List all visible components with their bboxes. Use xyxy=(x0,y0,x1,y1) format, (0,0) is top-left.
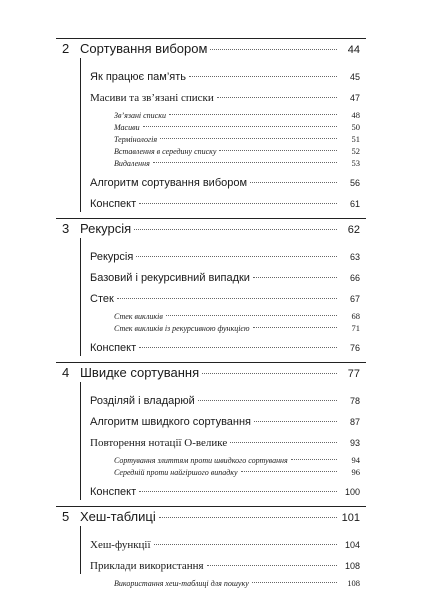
page-number: 45 xyxy=(349,72,360,82)
page-number: 68 xyxy=(351,311,360,321)
chapter-rule xyxy=(56,362,366,363)
dot-leader xyxy=(134,229,337,230)
chapter-rule xyxy=(56,506,366,507)
section-entry-title: Конспект xyxy=(90,342,137,354)
section-entry xyxy=(90,272,360,284)
dot-leader xyxy=(159,517,337,518)
dot-leader xyxy=(217,97,337,98)
page-number: 67 xyxy=(349,294,360,304)
section-entry-title: Конспект xyxy=(90,486,137,498)
subsection-entry-title: Сортування злиттям проти швидкого сортування xyxy=(114,456,288,465)
dot-leader xyxy=(219,150,337,151)
dot-leader xyxy=(254,421,337,422)
section-bracket xyxy=(80,526,81,574)
section-entry xyxy=(90,198,360,210)
section-entry-title: Базовий і рекурсивний випадки xyxy=(90,272,250,284)
section-entry xyxy=(90,416,360,428)
dot-leader xyxy=(241,471,337,472)
subsection-entry-title: Зв’язані списки xyxy=(114,111,166,120)
dot-leader xyxy=(139,347,337,348)
subsection-entry xyxy=(114,467,360,477)
page-number: 94 xyxy=(351,455,360,465)
section-entry xyxy=(90,395,360,407)
dot-leader xyxy=(166,315,337,316)
subsection-entry-title: Термінологія xyxy=(114,135,158,144)
dot-leader xyxy=(154,544,337,545)
section-entry-title: Алгоритм сортування вибором xyxy=(90,177,248,189)
dot-leader xyxy=(117,298,337,299)
subsection-entry xyxy=(114,578,360,588)
dot-leader xyxy=(253,277,337,278)
chapter-rule xyxy=(56,38,366,39)
section-entry-title: Конспект xyxy=(90,198,137,210)
section-entry xyxy=(90,342,360,354)
page-number: 52 xyxy=(351,146,360,156)
section-entry-title: Як працює пам’ять xyxy=(90,71,187,83)
dot-leader xyxy=(198,400,337,401)
page-number: 78 xyxy=(349,396,360,406)
dot-leader xyxy=(153,162,337,163)
page-number: 50 xyxy=(351,122,360,132)
section-entry xyxy=(90,71,360,83)
subsection-entry xyxy=(114,110,360,120)
section-entry xyxy=(90,539,360,551)
dot-leader xyxy=(139,491,337,492)
page-number: 53 xyxy=(351,158,360,168)
dot-leader xyxy=(252,582,337,583)
section-entry xyxy=(90,437,360,449)
section-entry xyxy=(90,177,360,189)
page-number: 108 xyxy=(347,578,360,588)
dot-leader xyxy=(143,126,337,127)
chapter-number: 5 xyxy=(62,509,70,524)
chapter-entry-title: Сортування вибором xyxy=(80,41,208,56)
chapter-entry-title: Хеш-таблиці xyxy=(80,509,156,524)
subsection-entry-title: Стек викликів із рекурсивною функцією xyxy=(114,324,250,333)
page-number: 62 xyxy=(347,224,360,236)
page-number: 56 xyxy=(349,178,360,188)
subsection-entry xyxy=(114,323,360,333)
section-bracket xyxy=(80,382,81,500)
subsection-entry-title: Середній проти найгіршого випадку xyxy=(114,468,238,477)
section-entry-title: Стек xyxy=(90,293,114,305)
dot-leader xyxy=(160,138,337,139)
chapter-rule xyxy=(56,218,366,219)
page-number: 101 xyxy=(341,512,360,524)
chapter-entry-title: Швидке сортування xyxy=(80,365,200,380)
chapter-entry xyxy=(62,41,360,56)
subsection-entry xyxy=(114,311,360,321)
chapter-entry-title: Рекурсія xyxy=(80,221,132,236)
chapter-entry xyxy=(62,221,360,236)
section-bracket xyxy=(80,238,81,356)
dot-leader xyxy=(253,327,337,328)
subsection-entry xyxy=(114,455,360,465)
chapter-number: 2 xyxy=(62,41,70,56)
subsection-entry xyxy=(114,122,360,132)
subsection-entry xyxy=(114,134,360,144)
dot-leader xyxy=(250,182,337,183)
dot-leader xyxy=(230,442,337,443)
section-entry xyxy=(90,486,360,498)
chapter-number: 3 xyxy=(62,221,70,236)
section-entry xyxy=(90,560,360,572)
dot-leader xyxy=(291,459,337,460)
page-number: 104 xyxy=(344,540,360,550)
subsection-entry-title: Видалення xyxy=(114,159,150,168)
page-number: 71 xyxy=(351,323,360,333)
chapter-entry xyxy=(62,509,360,524)
dot-leader xyxy=(207,565,337,566)
section-entry xyxy=(90,293,360,305)
section-entry-title: Приклади використання xyxy=(90,560,204,572)
dot-leader xyxy=(169,114,337,115)
section-entry-title: Масиви та зв’язані списки xyxy=(90,92,214,104)
dot-leader xyxy=(202,373,337,374)
subsection-entry-title: Використання хеш-таблиці для пошуку xyxy=(114,579,249,588)
subsection-entry-title: Вставлення в середину списку xyxy=(114,147,217,156)
section-entry-title: Рекурсія xyxy=(90,251,134,263)
page-number: 63 xyxy=(349,252,360,262)
page-number: 61 xyxy=(349,199,360,209)
dot-leader xyxy=(210,49,337,50)
page-number: 87 xyxy=(349,417,360,427)
chapter-number: 4 xyxy=(62,365,70,380)
page-number: 108 xyxy=(344,561,360,571)
page-number: 96 xyxy=(351,467,360,477)
section-entry-title: Повторення нотації О-велике xyxy=(90,437,228,449)
section-entry-title: Хеш-функції xyxy=(90,539,151,551)
page-number: 100 xyxy=(344,487,360,497)
dot-leader xyxy=(189,76,337,77)
dot-leader xyxy=(136,256,337,257)
page-number: 76 xyxy=(349,343,360,353)
page-number: 47 xyxy=(349,93,360,103)
page-number: 66 xyxy=(349,273,360,283)
dot-leader xyxy=(139,203,337,204)
subsection-entry-title: Масиви xyxy=(114,123,140,132)
subsection-entry xyxy=(114,158,360,168)
page-number: 77 xyxy=(347,368,360,380)
page-number: 44 xyxy=(347,44,360,56)
page-number: 48 xyxy=(351,110,360,120)
section-entry xyxy=(90,92,360,104)
section-entry-title: Алгоритм швидкого сортування xyxy=(90,416,252,428)
section-entry xyxy=(90,251,360,263)
page-number: 51 xyxy=(351,134,360,144)
section-entry-title: Розділяй і владарюй xyxy=(90,395,195,407)
page-number: 93 xyxy=(349,438,360,448)
subsection-entry-title: Стек викликів xyxy=(114,312,163,321)
section-bracket xyxy=(80,58,81,212)
subsection-entry xyxy=(114,146,360,156)
chapter-entry xyxy=(62,365,360,380)
